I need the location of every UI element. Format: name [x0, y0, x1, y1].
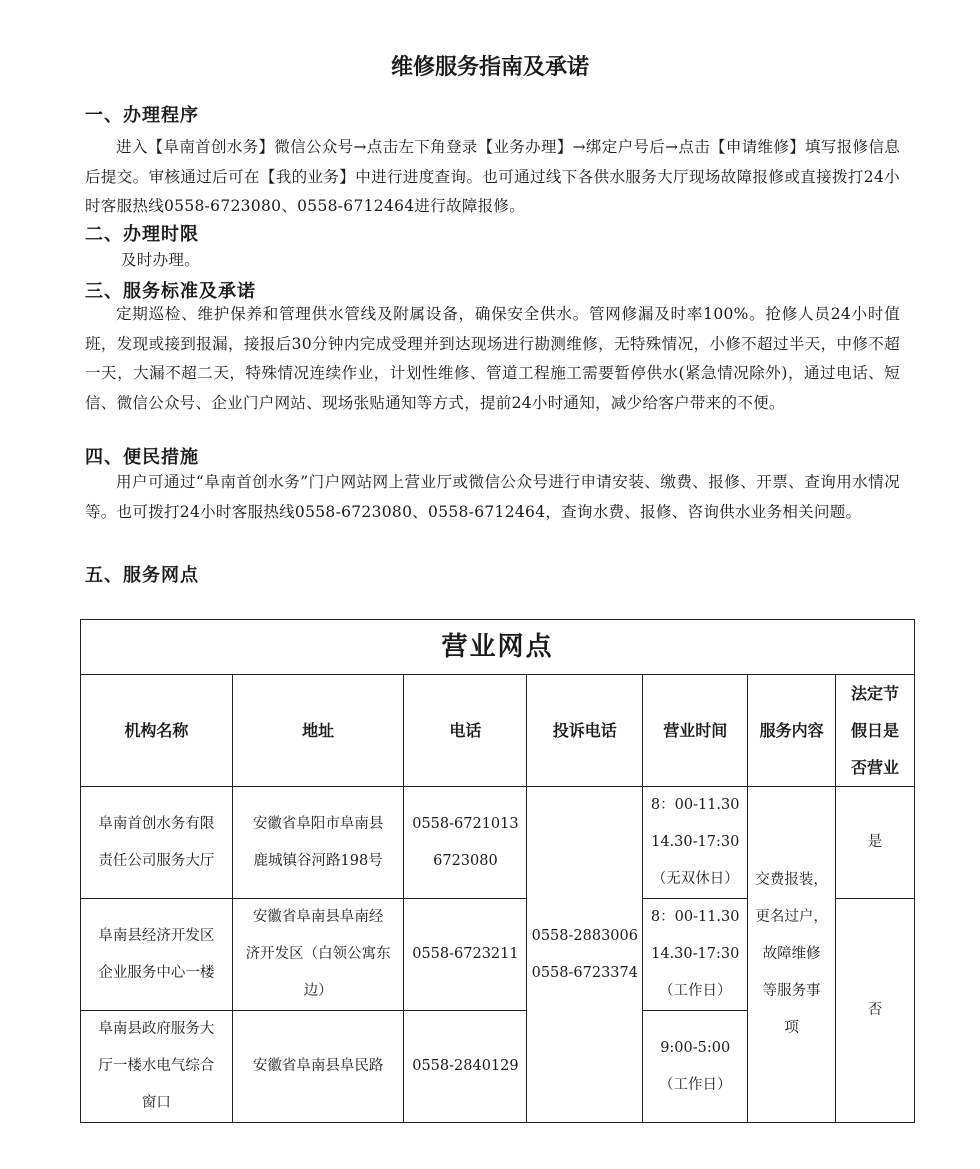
header-complaint-phone: 投诉电话	[527, 675, 643, 787]
row-hours: 8：00-11.30 14.30-17:30 （无双休日）	[643, 787, 748, 899]
row-name: 阜南首创水务有限 责任公司服务大厅	[81, 787, 233, 899]
row-hours: 8：00-11.30 14.30-17:30 （工作日）	[643, 899, 748, 1011]
row-hours: 9:00-5:00 （工作日）	[643, 1011, 748, 1123]
section-body-procedure: 进入【阜南首创水务】微信公众号→点击左下角登录【业务办理】→绑定户号后→点击【申请维修】填写报修信息后提交。审核通过后可在【我的业务】中进行进度查询。也可通过线下各供水服务大厅现场故障报修或直接拨打24小时客服热线0558-6723080、0558-6712464进行故障报修。	[85, 138, 900, 215]
header-business-hours: 营业时间	[643, 675, 748, 787]
section-heading-procedure: 一、办理程序	[85, 105, 199, 126]
service-content: 交费报装， 更名过户， 故障维修 等服务事 项	[748, 787, 836, 1123]
header-holiday-open: 法定节 假日是 否营业	[836, 675, 915, 787]
header-name: 机构名称	[81, 675, 233, 787]
section-heading-time-limit: 二、办理时限	[85, 224, 199, 245]
table-row	[81, 787, 915, 899]
row-phone: 0558-6721013 6723080	[404, 787, 527, 899]
row-address: 安徽省阜南县阜南经 济开发区（白领公寓东 边）	[232, 899, 404, 1011]
section-heading-outlets: 五、服务网点	[85, 565, 199, 586]
service-outlets-table	[80, 619, 915, 1123]
table-header-row	[81, 675, 915, 787]
section-body-standards: 定期巡检、维护保养和管理供水管线及附属设备，确保安全供水。管网修漏及时率100%。抢修人员24小时值班，发现或接到报漏，接报后30分钟内完成受理并到达现场进行勘测维修，无特殊情况，小修不超过半天，中修不超一天，大漏不超二天，特殊情况连续作业，计划性维修、管道工程施工需要暂停供水(紧急情况除外)，通过电话、短信、微信公众号、企业门户网站、现场张贴通知等方式，提前24小时通知，减少给客户带来的不便。	[85, 305, 900, 412]
section-heading-standards: 三、服务标准及承诺	[85, 281, 256, 302]
row-address: 安徽省阜南县阜民路	[232, 1011, 404, 1123]
header-phone: 电话	[404, 675, 527, 787]
section-heading-convenience: 四、便民措施	[85, 447, 199, 468]
row-holiday: 是	[836, 787, 915, 899]
row-phone: 0558-6723211	[404, 899, 527, 1011]
header-service-content: 服务内容	[748, 675, 836, 787]
row-name: 阜南县政府服务大 厅一楼水电气综合 窗口	[81, 1011, 233, 1123]
section-body-convenience: 用户可通过“阜南首创水务”门户网站网上营业厅或微信公众号进行申请安装、缴费、报修、开票、查询用水情况等。也可拨打24小时客服热线0558-6723080、0558-6712464，查询水费、报修、咨询供水业务相关问题。	[85, 473, 900, 521]
row-address: 安徽省阜阳市阜南县 鹿城镇谷河路198号	[232, 787, 404, 899]
section-body-time-limit: 及时办理。	[121, 251, 201, 269]
page-title: 维修服务指南及承诺	[390, 55, 589, 80]
header-address: 地址	[232, 675, 404, 787]
row-phone: 0558-2840129	[404, 1011, 527, 1123]
table-title: 营业网点	[81, 620, 915, 675]
holiday-shared: 否	[836, 899, 915, 1123]
complaint-phones: 0558-2883006 0558-6723374	[527, 787, 643, 1123]
row-name: 阜南县经济开发区 企业服务中心一楼	[81, 899, 233, 1011]
